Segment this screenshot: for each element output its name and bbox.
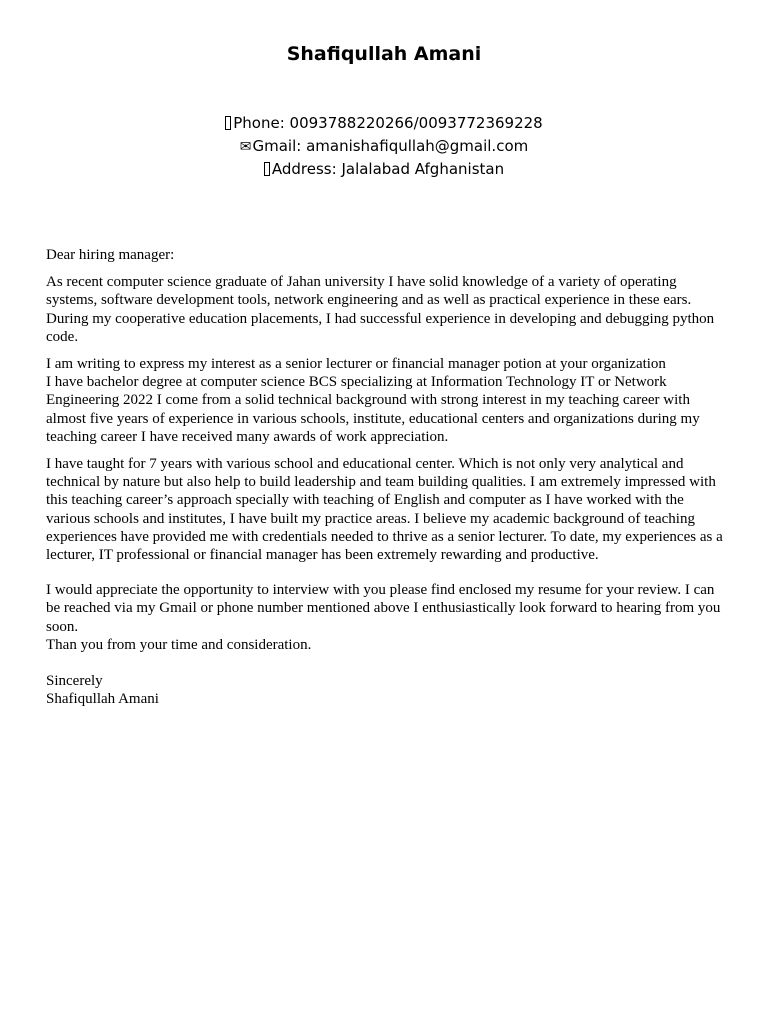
closing: Sincerely bbox=[46, 673, 103, 690]
paragraph-education: As recent computer science graduate of Jahan university I have solid knowledge of a variety of operating systems, software development tools, network engineering and as well as practical experience in these ears. During my cooperative education placements, I had successful experience in developing and debugging python code. bbox=[46, 274, 715, 345]
applicant-name: Shafiqullah Amani bbox=[286, 43, 482, 65]
paragraph-interest-intro: I am writing to express my interest as a senior lecturer or financial manager potion at your organization bbox=[46, 356, 666, 373]
address-text: Address: Jalalabad Afghanistan bbox=[271, 160, 505, 178]
signature: Shafiqullah Amani bbox=[46, 691, 159, 708]
paragraph-interview: I would appreciate the opportunity to interview with you please find enclosed my resume for your review. I can be reached via my Gmail or phone number mentioned above I enthusiastically look forward to hearing from you soon. bbox=[46, 582, 721, 635]
contact-block bbox=[0, 112, 768, 181]
salutation: Dear hiring manager: bbox=[46, 247, 175, 263]
paragraph-experience: I have taught for 7 years with various school and educational center. Which is not only very analytical and technical by nature but also help to build leadership and team building qualities. I am extremely impressed with this teaching career’s approach specially with teaching of English and computer as I have worked with the various schools and institutes, I have built my practice areas. I believe my academic background of teaching experiences have provided me with credentials needed to thrive as a senior lecturer. To date, my experiences as a lecturer, IT professional or financial manager has been extremely rewarding and productive. bbox=[46, 456, 723, 564]
address-line bbox=[0, 158, 768, 181]
phone-icon bbox=[225, 116, 231, 130]
gmail-line bbox=[0, 135, 768, 159]
paragraph-background: I have bachelor degree at computer science BCS specializing at Information Technology IT or Network Engineering 2022 I come from a solid technical background with strong interest in my teaching career with almost five years of experience in various schools, institute, educational centers and organizations during my teaching career I have received many awards of work appreciation. bbox=[46, 374, 700, 445]
letter-body bbox=[46, 246, 726, 708]
phone-text: Phone: 0093788220266/0093772369228 bbox=[233, 114, 543, 132]
location-icon bbox=[264, 162, 270, 176]
gmail-text: Gmail: amanishafiqullah@gmail.com bbox=[252, 136, 529, 155]
paragraph-thanks: Than you from your time and consideration. bbox=[46, 636, 312, 653]
envelope-icon: ✉ bbox=[239, 138, 252, 155]
phone-line bbox=[0, 112, 768, 135]
